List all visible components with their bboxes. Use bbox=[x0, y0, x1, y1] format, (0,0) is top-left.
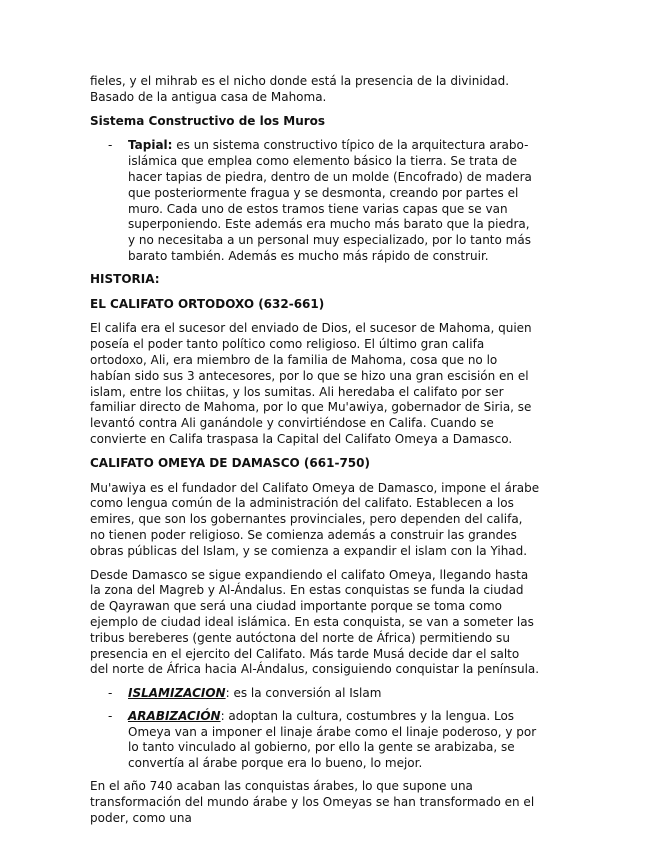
heading-historia: HISTORIA: bbox=[90, 271, 160, 286]
heading-califato-omeya: CALIFATO OMEYA DE DAMASCO (661-750) bbox=[90, 455, 370, 470]
heading-califato-ortodoxo: EL CALIFATO ORTODOXO (632-661) bbox=[90, 296, 325, 311]
list-item-islamizacion bbox=[90, 686, 540, 702]
list-item-tapial bbox=[90, 138, 540, 264]
tapial-description: es un sistema constructivo típico de la arquitectura arabo-islámica que emplea como elemento básico la tierra. Se trata de hacer tapias de piedra, dentro de un molde (Encofrado) de madera que posteriormente fragua y se desmonta, creando por partes el muro. Cada uno de estos tramos tiene varias capas que se van superponiendo. Este además era mucho más barato que la piedra, y no necesitaba a un personal muy especializado, por lo tanto más barato también. Además es mucho más rápido de construir. bbox=[128, 138, 532, 263]
islamizacion-description: : es la conversión al Islam bbox=[225, 686, 382, 701]
paragraph-omeya-2: Desde Damasco se sigue expandiendo el califato Omeya, llegando hasta la zona del Magreb y Al-Ándalus. En estas conquistas se funda la ciudad de Qayrawan que será una ciudad importante porque se toma como ejemplo de ciudad ideal islámica. En esta conquista, se van a someter las tribus bereberes (gente autóctona del norte de África) permitiendo su presencia en el ejercito del Califato. Más tarde Musá decide dar el salto del norte de África hacia Al-Ándalus, consiguiendo conquistar la península. bbox=[90, 567, 540, 677]
arabizacion-description: : adoptan la cultura, costumbres y la lengua. Los Omeya van a imponer el linaje árabe como el linaje poderoso, y por lo tanto vinculado al gobierno, por ello la gente se arabizaba, se convertía al árabe porque era lo bueno, lo mejor. bbox=[128, 708, 537, 771]
arabizacion-term: ARABIZACIÓN bbox=[128, 708, 221, 723]
paragraph-omeya-1: Mu'awiya es el fundador del Califato Omeya de Damasco, impone el árabe como lengua común de la administración del califato. Establecen a los emires, que son los gobernantes provinciales, pero dependen del califa, no tienen poder religioso. Se comienza además a construir las grandes obras públicas del Islam, y se comienza a expandir el islam con la Yihad. bbox=[90, 480, 540, 558]
paragraph-califato-ortodoxo: El califa era el sucesor del enviado de Dios, el sucesor de Mahoma, quien poseía el poder tanto político como religioso. El último gran califa ortodoxo, Ali, era miembro de la familia de Mahoma, cosa que no lo habían sido sus 3 antecesores, por lo que se hizo una gran escisión en el islam, entre los chiitas, y los sumitas. Ali heredaba el califato por ser familiar directo de Mahoma, por lo que Mu'awiya, gobernador de Siria, se levantó contra Ali ganándole y convirtiéndose en Califa. Cuando se convierte en Califa traspasa la Capital del Califato Omeya a Damasco. bbox=[90, 321, 532, 446]
bullet-dash: - bbox=[108, 708, 113, 723]
document-page bbox=[90, 74, 540, 834]
heading-sistema-constructivo: Sistema Constructivo de los Muros bbox=[90, 113, 326, 128]
bullet-dash: - bbox=[108, 686, 113, 701]
tapial-term: Tapial: bbox=[128, 138, 173, 153]
list-item-arabizacion bbox=[90, 709, 540, 772]
islamizacion-term: ISLAMIZACION bbox=[128, 686, 226, 701]
bullet-dash: - bbox=[108, 138, 113, 153]
intro-paragraph: fieles, y el mihrab es el nicho donde está la presencia de la divinidad. Basado de la antigua casa de Mahoma. bbox=[90, 74, 510, 104]
paragraph-final: En el año 740 acaban las conquistas árabes, lo que supone una transformación del mundo árabe y los Omeyas se han transformado en el poder, como una bbox=[90, 779, 535, 825]
